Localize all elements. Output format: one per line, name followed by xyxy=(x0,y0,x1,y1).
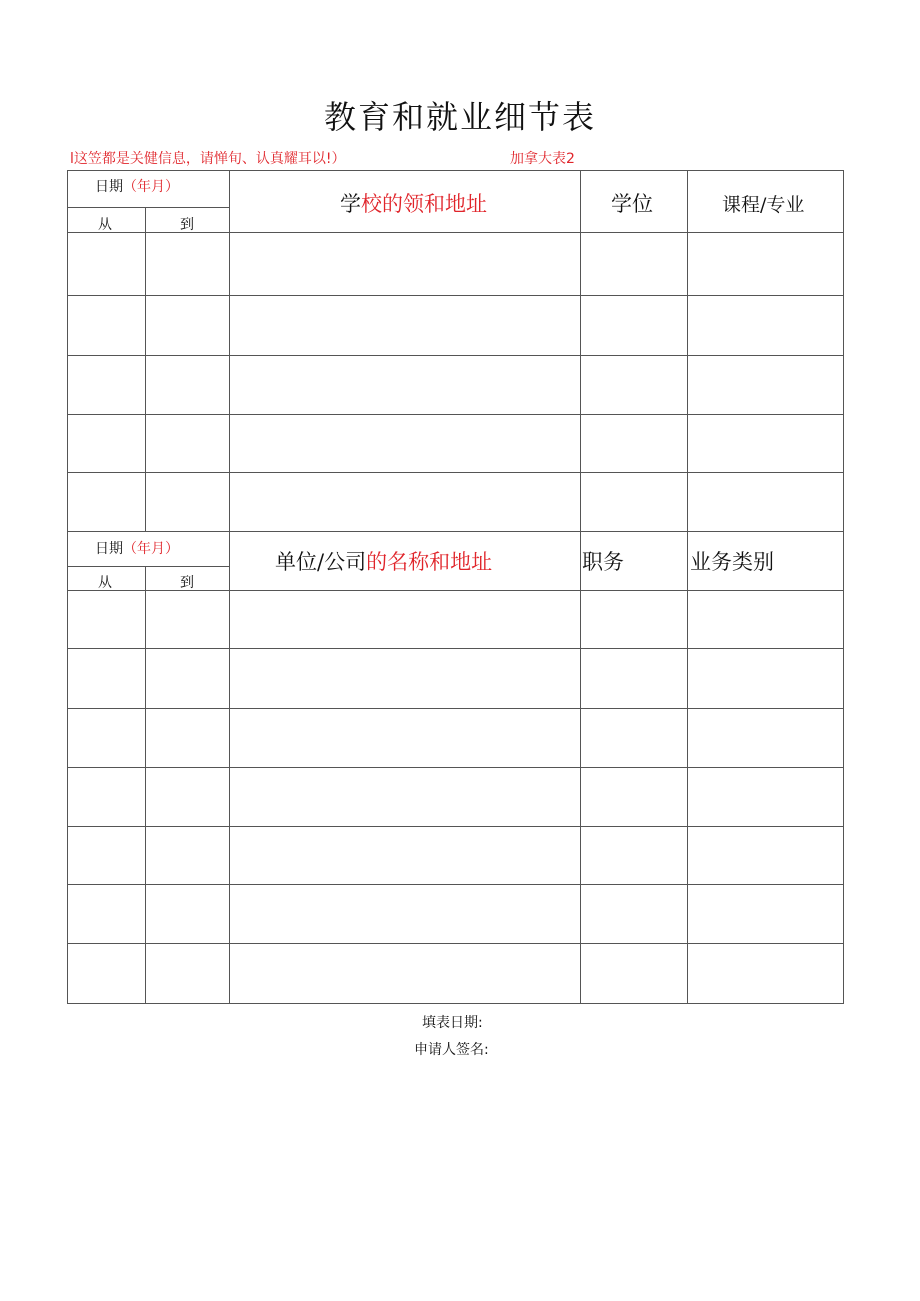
notice-text: l这笠都是关健信息，请惮旬、认真耀耳以!） xyxy=(70,151,346,167)
education-from-cell[interactable] xyxy=(68,296,145,355)
education-from-cell[interactable] xyxy=(68,415,145,472)
position-header: 职务 xyxy=(582,550,624,574)
education-from-cell[interactable] xyxy=(68,233,145,295)
employment-degree-position-cell[interactable] xyxy=(581,709,687,767)
employment-degree-position-cell[interactable] xyxy=(581,944,687,1003)
employment-degree-position-cell[interactable] xyxy=(581,768,687,826)
company-header-prefix: 单位/公司 xyxy=(275,550,367,574)
education-course-type-cell[interactable] xyxy=(688,473,843,531)
signature-label: 申请人签名: xyxy=(414,1042,489,1058)
employment-name-address-cell[interactable] xyxy=(230,944,580,1003)
education-to-cell[interactable] xyxy=(146,233,229,295)
employment-degree-position-cell[interactable] xyxy=(581,649,687,708)
education-from-cell[interactable] xyxy=(68,473,145,531)
employment-name-address-cell[interactable] xyxy=(230,709,580,767)
education-degree-position-cell[interactable] xyxy=(581,356,687,414)
emp-from-label: 从 xyxy=(98,575,112,591)
degree-header: 学位 xyxy=(611,192,653,216)
edu-to-label: 到 xyxy=(180,217,194,233)
employment-course-type-cell[interactable] xyxy=(688,827,843,884)
education-degree-position-cell[interactable] xyxy=(581,473,687,531)
emp-date-header xyxy=(95,538,179,558)
employment-course-type-cell[interactable] xyxy=(688,944,843,1003)
education-course-type-cell[interactable] xyxy=(688,233,843,295)
employment-degree-position-cell[interactable] xyxy=(581,827,687,884)
education-name-address-cell[interactable] xyxy=(230,296,580,355)
employment-from-cell[interactable] xyxy=(68,944,145,1003)
employment-course-type-cell[interactable] xyxy=(688,885,843,943)
employment-from-cell[interactable] xyxy=(68,885,145,943)
edu-date-label: 日期 xyxy=(95,179,123,195)
fill-date-label: 填表日期: xyxy=(422,1015,483,1031)
school-header xyxy=(340,188,487,218)
education-name-address-cell[interactable] xyxy=(230,233,580,295)
education-name-address-cell[interactable] xyxy=(230,356,580,414)
edu-from-label: 从 xyxy=(98,217,112,233)
education-from-cell[interactable] xyxy=(68,356,145,414)
company-header xyxy=(275,546,492,576)
employment-to-cell[interactable] xyxy=(146,827,229,884)
employment-from-cell[interactable] xyxy=(68,827,145,884)
school-header-rest: 校的领和地址 xyxy=(361,192,487,216)
education-course-type-cell[interactable] xyxy=(688,415,843,472)
education-to-cell[interactable] xyxy=(146,473,229,531)
education-course-type-cell[interactable] xyxy=(688,356,843,414)
edu-date-unit: （年月） xyxy=(123,179,179,195)
employment-name-address-cell[interactable] xyxy=(230,827,580,884)
employment-name-address-cell[interactable] xyxy=(230,591,580,648)
school-header-prefix: 学 xyxy=(340,192,361,216)
employment-to-cell[interactable] xyxy=(146,649,229,708)
education-name-address-cell[interactable] xyxy=(230,415,580,472)
education-to-cell[interactable] xyxy=(146,415,229,472)
form-code: 加拿大表2 xyxy=(510,151,575,167)
employment-to-cell[interactable] xyxy=(146,709,229,767)
employment-course-type-cell[interactable] xyxy=(688,768,843,826)
education-degree-position-cell[interactable] xyxy=(581,296,687,355)
edu-date-header xyxy=(95,176,179,196)
education-to-cell[interactable] xyxy=(146,356,229,414)
page-title: 教育和就业细节表 xyxy=(323,98,596,136)
education-to-cell[interactable] xyxy=(146,296,229,355)
employment-to-cell[interactable] xyxy=(146,885,229,943)
education-course-type-cell[interactable] xyxy=(688,296,843,355)
employment-to-cell[interactable] xyxy=(146,591,229,648)
employment-course-type-cell[interactable] xyxy=(688,649,843,708)
employment-from-cell[interactable] xyxy=(68,591,145,648)
employment-name-address-cell[interactable] xyxy=(230,768,580,826)
employment-degree-position-cell[interactable] xyxy=(581,885,687,943)
emp-to-label: 到 xyxy=(180,575,194,591)
employment-from-cell[interactable] xyxy=(68,768,145,826)
company-header-rest: 的名称和地址 xyxy=(366,550,493,574)
employment-to-cell[interactable] xyxy=(146,768,229,826)
business-type-header: 业务类别 xyxy=(690,550,774,574)
employment-degree-position-cell[interactable] xyxy=(581,591,687,648)
emp-date-unit: （年月） xyxy=(123,541,179,557)
education-degree-position-cell[interactable] xyxy=(581,415,687,472)
emp-date-label: 日期 xyxy=(95,541,123,557)
employment-to-cell[interactable] xyxy=(146,944,229,1003)
education-degree-position-cell[interactable] xyxy=(581,233,687,295)
education-name-address-cell[interactable] xyxy=(230,473,580,531)
employment-name-address-cell[interactable] xyxy=(230,885,580,943)
employment-from-cell[interactable] xyxy=(68,649,145,708)
employment-course-type-cell[interactable] xyxy=(688,591,843,648)
employment-course-type-cell[interactable] xyxy=(688,709,843,767)
course-header: 课程/专业 xyxy=(722,194,805,216)
employment-from-cell[interactable] xyxy=(68,709,145,767)
employment-name-address-cell[interactable] xyxy=(230,649,580,708)
